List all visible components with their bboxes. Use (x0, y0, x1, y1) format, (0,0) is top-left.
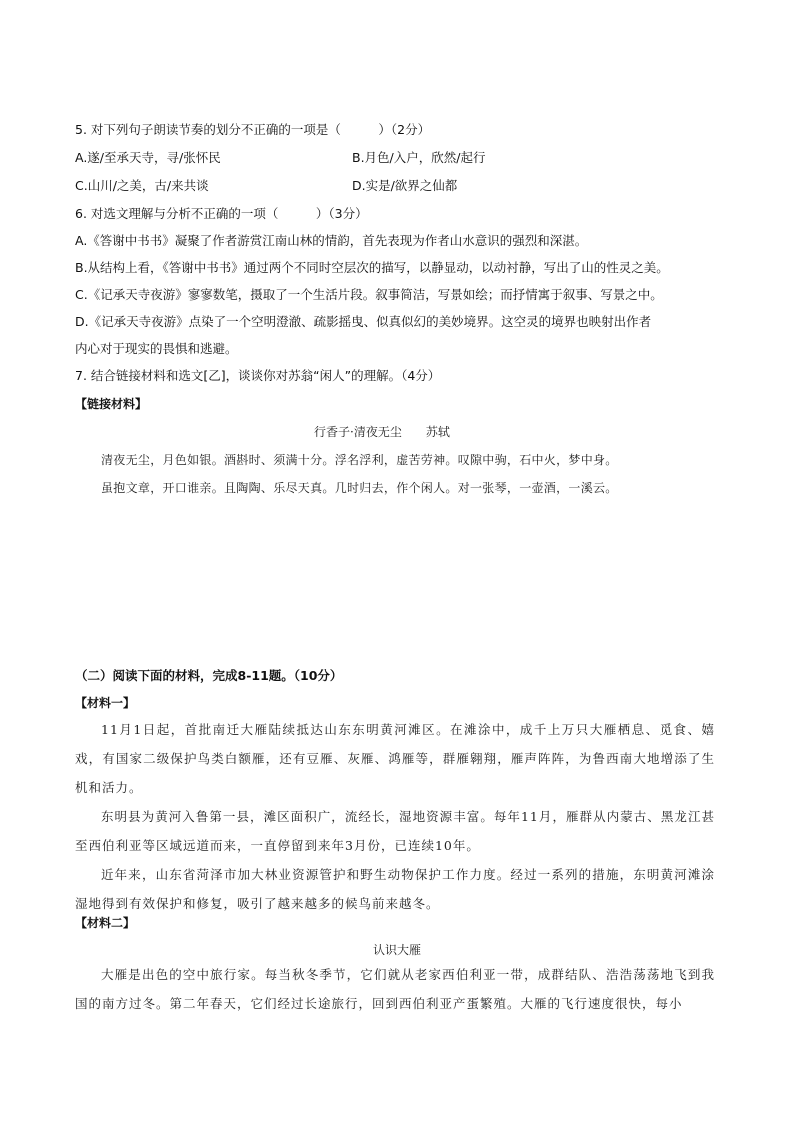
q6-option-d-cont: 内心对于现实的畏惧和逃避。 (75, 341, 238, 356)
material-two-paragraph-1: 大雁是出色的空中旅行家。每当秋冬季节，它们就从老家西伯利亚一带，成群结队、浩浩荡荡地飞到我国的南方过冬。第二年春天，它们经过长途旅行，回到西伯利亚产蛋繁殖。大雁的飞行速度很快，每小 (75, 967, 715, 1011)
material-one-label: 【材料一】 (75, 696, 136, 710)
material-one-paragraph-1: 11月1日起，首批南迁大雁陆续抵达山东东明黄河滩区。在滩涂中，成千上万只大雁栖息、觅食、嬉戏，有国家二级保护鸟类白额雁，还有豆雁、灰雁、鸿雁等，群雁翱翔，雁声阵阵，为鲁西南大地增添了生机和活力。 (75, 722, 715, 795)
q5-stem: 5. 对下列句子朗读节奏的划分不正确的一项是（ ）（2分） (75, 122, 431, 137)
link-material-label: 【链接材料】 (75, 397, 148, 411)
poem-line-2: 虽抱文章，开口谁亲。且陶陶、乐尽天真。几时归去，作个闲人。对一张琴，一壶酒，一溪云。 (101, 481, 618, 495)
q6-option-b: B.从结构上看，《答谢中书书》通过两个不同时空层次的描写，以静显动，以动衬静，写出了山的性灵之美。 (75, 260, 669, 275)
q6-option-a: A.《答谢中书书》凝聚了作者游赏江南山林的情韵，首先表现为作者山水意识的强烈和深湛。 (75, 233, 588, 248)
q5-option-d: D.实是/欲界之仙都 (352, 178, 458, 193)
section-heading: （二）阅读下面的材料，完成8-11题。（10分） (75, 668, 343, 683)
q6-option-d: D.《记承天寺夜游》点染了一个空明澄澈、疏影摇曳、似真似幻的美妙境界。这空灵的境界也映射出作者 (75, 314, 652, 329)
q6-stem: 6. 对选文理解与分析不正确的一项（ ）（3分） (75, 206, 368, 221)
poem-line-1: 清夜无尘，月色如银。酒斟时、须满十分。浮名浮利，虚苦劳神。叹隙中驹，石中火，梦中身。 (101, 453, 618, 467)
q5-option-b: B.月色/入户，欣然/起行 (352, 150, 486, 165)
material-one-paragraph-2: 东明县为黄河入鲁第一县，滩区面积广，流经长，湿地资源丰富。每年11月，雁群从内蒙古、黑龙江甚至西伯利亚等区域远道而来，一直停留到来年3月份，已连续10年。 (75, 809, 715, 853)
q6-option-c: C.《记承天寺夜游》寥寥数笔，摄取了一个生活片段。叙事简洁，写景如绘；而抒情寓于叙事、写景之中。 (75, 287, 663, 302)
poem-title: 行香子·清夜无尘 苏轼 (314, 425, 450, 439)
q7-stem: 7. 结合链接材料和选文[乙]，谈谈你对苏翁“闲人”的理解。（4分） (75, 368, 441, 383)
q5-option-c: C.山川/之美，古/来共谈 (75, 178, 209, 193)
q5-option-a: A.遂/至承天寺，寻/张怀民 (75, 150, 221, 165)
material-two-label: 【材料二】 (75, 916, 136, 930)
material-two-title: 认识大雁 (372, 943, 421, 957)
material-one-paragraph-3: 近年来，山东省菏泽市加大林业资源管护和野生动物保护工作力度。经过一系列的措施，东明黄河滩涂湿地得到有效保护和修复，吸引了越来越多的候鸟前来越冬。 (75, 867, 715, 911)
